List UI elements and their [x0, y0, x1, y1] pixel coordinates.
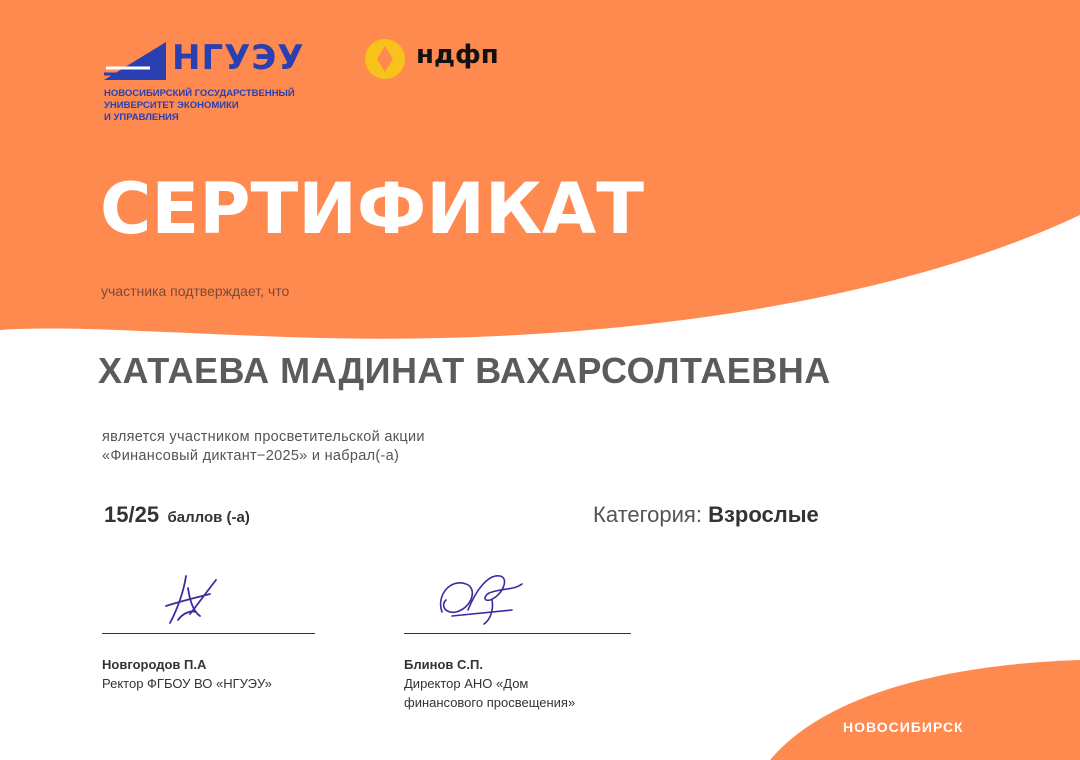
category-block: [593, 502, 819, 528]
certificate-title: СЕРТИФИКАТ: [100, 168, 644, 250]
confirm-text: участника подтверждает, что: [101, 283, 290, 299]
signer-role: Директор АНО «Дом: [404, 676, 529, 691]
participant-name: ХАТАЕВА МАДИНАТ ВАХАРСОЛТАЕВНА: [98, 350, 831, 391]
description: [102, 428, 425, 466]
score-value: 15/25: [104, 502, 160, 527]
signature-line: [404, 633, 631, 634]
signer-director: [404, 655, 575, 712]
ndfp-logo-name: ндфп: [416, 40, 499, 70]
signature-image-director: [432, 566, 532, 630]
ngueu-logo: [104, 40, 324, 130]
ngueu-subtitle-line: УНИВЕРСИТЕТ ЭКОНОМИКИ: [104, 100, 239, 111]
signer-name: Блинов С.П.: [404, 657, 483, 672]
description-line: является участником просветительской акции: [102, 429, 425, 445]
score-block: [104, 502, 250, 528]
city-label: НОВОСИБИРСК: [843, 719, 964, 735]
ngueu-logo-subtitle: [104, 88, 344, 124]
signature-line: [102, 633, 315, 634]
ngueu-subtitle-line: И УПРАВЛЕНИЯ: [104, 112, 179, 123]
ngueu-triangle-icon: [104, 40, 168, 88]
signer-name: Новгородов П.А: [102, 657, 207, 672]
category-value: Взрослые: [708, 502, 819, 527]
description-line: «Финансовый диктант−2025» и набрал(-а): [102, 448, 400, 464]
signer-role: финансового просвещения»: [404, 695, 576, 710]
signature-image-rector: [160, 568, 230, 630]
score-unit: баллов (-а): [167, 509, 250, 526]
signer-rector: [102, 655, 272, 693]
category-label: Категория:: [593, 502, 702, 527]
bottom-orange-wave: [770, 660, 1080, 760]
ndfp-logo: [364, 38, 524, 82]
signer-role: Ректор ФГБОУ ВО «НГУЭУ»: [102, 676, 272, 691]
ndfp-coin-icon: [364, 38, 406, 80]
ngueu-logo-name: НГУЭУ: [172, 38, 305, 78]
ngueu-subtitle-line: НОВОСИБИРСКИЙ ГОСУДАРСТВЕННЫЙ: [104, 88, 295, 99]
